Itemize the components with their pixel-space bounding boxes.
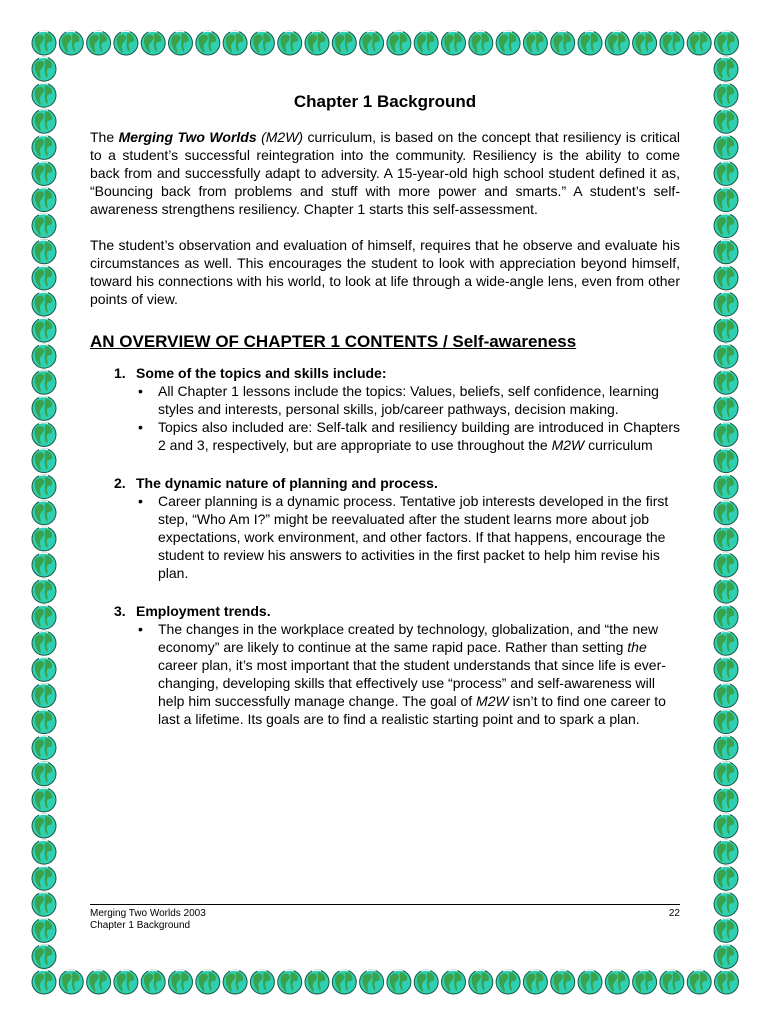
- globe-icon: [305, 970, 329, 994]
- globe-icon: [414, 31, 438, 55]
- bullet-item: • All Chapter 1 lessons include the topics: Values, beliefs, self confidence, learning styles and interests, personal skills, job/career pathways, decision making.: [138, 383, 659, 417]
- globe-icon: [687, 970, 711, 994]
- globe-icon: [32, 423, 56, 447]
- globe-icon: [687, 31, 711, 55]
- globe-icon: [578, 31, 602, 55]
- globe-icon: [32, 370, 56, 394]
- globe-icon: [32, 736, 56, 760]
- page-number: 22: [668, 908, 680, 919]
- globe-icon: [87, 970, 111, 994]
- globe-icon: [32, 788, 56, 812]
- globe-icon: [714, 892, 738, 916]
- overview-heading: AN OVERVIEW OF CHAPTER 1 CONTENTS / Self-awareness: [90, 332, 577, 351]
- footer-title: Merging Two Worlds 2003: [90, 908, 206, 919]
- globe-icon: [32, 762, 56, 786]
- globe-icon: [32, 57, 56, 81]
- list-item: [114, 602, 680, 728]
- globe-icon: [32, 866, 56, 890]
- globe-icon: [114, 970, 138, 994]
- bullet-item: • Career planning is a dynamic process. Tentative job interests developed in the first step, “Who Am I?” might be reevaluated after the student learns more about job expectations, work environment, and other factors. If that happens, encourage the student to review his answers to activities in the first packet to help him revise his plan.: [138, 493, 669, 581]
- globe-icon: [32, 188, 56, 212]
- globe-icon: [469, 31, 493, 55]
- globe-icon: [714, 657, 738, 681]
- globe-icon: [714, 814, 738, 838]
- globe-icon: [714, 918, 738, 942]
- globe-icon: [169, 31, 193, 55]
- item-title: 2. The dynamic nature of planning and process.: [114, 475, 438, 491]
- globe-icon: [32, 553, 56, 577]
- globe-icon: [332, 970, 356, 994]
- globe-icon: [87, 31, 111, 55]
- globe-icon: [169, 970, 193, 994]
- globe-icon: [578, 970, 602, 994]
- globe-icon: [714, 344, 738, 368]
- globe-icon: [32, 266, 56, 290]
- globe-icon: [141, 31, 165, 55]
- globe-icon: [714, 631, 738, 655]
- globe-icon: [714, 475, 738, 499]
- globe-icon: [278, 970, 302, 994]
- globe-icon: [32, 710, 56, 734]
- globe-icon: [278, 31, 302, 55]
- globe-icon: [442, 970, 466, 994]
- globe-icon: [715, 31, 739, 55]
- globe-icon: [32, 318, 56, 342]
- globe-icon: [32, 684, 56, 708]
- globe-icon: [32, 970, 56, 994]
- globe-icon: [32, 579, 56, 603]
- globe-icon: [714, 318, 738, 342]
- globe-icon: [714, 109, 738, 133]
- globe-icon: [114, 31, 138, 55]
- intro-paragraph-2: The student’s observation and evaluation of himself, requires that he observe and evaluate his circumstances as well. This encourages the student to look with appreciation beyond himself, toward his connections with his world, to look at life through a wide-angle lens, even from other points of view.: [90, 237, 680, 307]
- globe-icon: [714, 370, 738, 394]
- list-item: [114, 364, 680, 454]
- globe-icon: [223, 970, 247, 994]
- globe-icon: [660, 31, 684, 55]
- globe-icon: [32, 240, 56, 264]
- globe-icon: [714, 396, 738, 420]
- globe-icon: [387, 31, 411, 55]
- intro-paragraph-1: The Merging Two Worlds (M2W) curriculum, is based on the concept that resiliency is critical to a student’s successful reintegration into the community. Resiliency is the ability to come back from and successfully adapt to adversity. A 15-year-old high school student defined it as, “Bouncing back from problems and stuff with more power and smarts.” A student’s self-awareness strengthens resiliency. Chapter 1 starts this self-assessment.: [90, 129, 680, 217]
- globe-icon: [32, 449, 56, 473]
- globe-icon: [714, 162, 738, 186]
- globe-icon: [360, 970, 384, 994]
- globe-icon: [32, 109, 56, 133]
- globe-icon: [714, 240, 738, 264]
- globe-icon: [32, 840, 56, 864]
- globe-icon: [714, 684, 738, 708]
- globe-icon: [714, 579, 738, 603]
- globe-icon: [305, 31, 329, 55]
- page-content: [90, 92, 680, 748]
- globe-icon: [442, 31, 466, 55]
- globe-icon: [714, 866, 738, 890]
- globe-icon: [469, 970, 493, 994]
- globe-icon: [714, 501, 738, 525]
- globe-icon: [715, 970, 739, 994]
- globe-icon: [32, 892, 56, 916]
- globe-icon: [32, 918, 56, 942]
- globe-icon: [332, 31, 356, 55]
- globe-icon: [32, 292, 56, 316]
- globe-icon: [714, 788, 738, 812]
- globe-icon: [32, 527, 56, 551]
- page-title: Chapter 1 Background: [293, 92, 477, 111]
- globe-icon: [32, 31, 56, 55]
- globe-icon: [32, 344, 56, 368]
- globe-icon: [59, 970, 83, 994]
- globe-icon: [32, 214, 56, 238]
- globe-icon: [605, 31, 629, 55]
- globe-icon: [32, 631, 56, 655]
- globe-icon: [714, 840, 738, 864]
- globe-icon: [523, 970, 547, 994]
- globe-icon: [714, 710, 738, 734]
- globe-icon: [223, 31, 247, 55]
- globe-icon: [714, 423, 738, 447]
- globe-icon: [32, 945, 56, 969]
- globe-icon: [714, 762, 738, 786]
- globe-icon: [714, 449, 738, 473]
- globe-icon: [496, 970, 520, 994]
- globe-icon: [714, 292, 738, 316]
- globe-icon: [633, 970, 657, 994]
- globe-icon: [360, 31, 384, 55]
- globe-icon: [250, 970, 274, 994]
- globe-icon: [523, 31, 547, 55]
- globe-icon: [196, 31, 220, 55]
- globe-icon: [605, 970, 629, 994]
- globe-icon: [32, 475, 56, 499]
- globe-icon: [32, 162, 56, 186]
- list-item: [114, 474, 680, 582]
- overview-list: [90, 364, 680, 728]
- globe-icon: [141, 970, 165, 994]
- globe-icon: [660, 970, 684, 994]
- globe-icon: [32, 396, 56, 420]
- item-title: 3. Employment trends.: [114, 603, 271, 619]
- globe-icon: [551, 970, 575, 994]
- globe-icon: [32, 135, 56, 159]
- footer-chapter: Chapter 1 Background: [90, 920, 191, 931]
- bullet-item: • Topics also included are: Self-talk and resiliency building are introduced in Chapters 2 and 3, respectively, but are appropriate to use throughout the M2W curriculum: [138, 419, 680, 453]
- globe-icon: [59, 31, 83, 55]
- globe-icon: [714, 527, 738, 551]
- globe-icon: [196, 970, 220, 994]
- globe-icon: [714, 135, 738, 159]
- globe-icon: [32, 657, 56, 681]
- globe-icon: [714, 83, 738, 107]
- globe-icon: [714, 605, 738, 629]
- bullet-item: • The changes in the workplace created by technology, globalization, and “the new economy” are likely to continue at the same rapid pace. Rather than setting the career plan, it’s most important that the student understands that since life is ever-changing, developing skills that effectively use “process” and self-awareness will help him successfully manage change. The goal of M2W isn’t to find one career to last a lifetime. Its goals are to find a realistic starting point and to spark a plan.: [138, 621, 666, 727]
- globe-icon: [714, 57, 738, 81]
- globe-icon: [496, 31, 520, 55]
- globe-icon: [32, 605, 56, 629]
- globe-icon: [633, 31, 657, 55]
- item-title: 1. Some of the topics and skills include:: [114, 365, 387, 381]
- globe-icon: [714, 736, 738, 760]
- globe-icon: [714, 266, 738, 290]
- globe-icon: [714, 188, 738, 212]
- globe-icon: [32, 501, 56, 525]
- globe-icon: [551, 31, 575, 55]
- globe-icon: [387, 970, 411, 994]
- globe-icon: [32, 83, 56, 107]
- globe-icon: [714, 214, 738, 238]
- curriculum-name: Merging Two Worlds: [118, 129, 257, 145]
- globe-icon: [714, 553, 738, 577]
- globe-icon: [32, 814, 56, 838]
- page-footer: [90, 904, 680, 932]
- globe-icon: [250, 31, 274, 55]
- globe-icon: [414, 970, 438, 994]
- globe-icon: [714, 945, 738, 969]
